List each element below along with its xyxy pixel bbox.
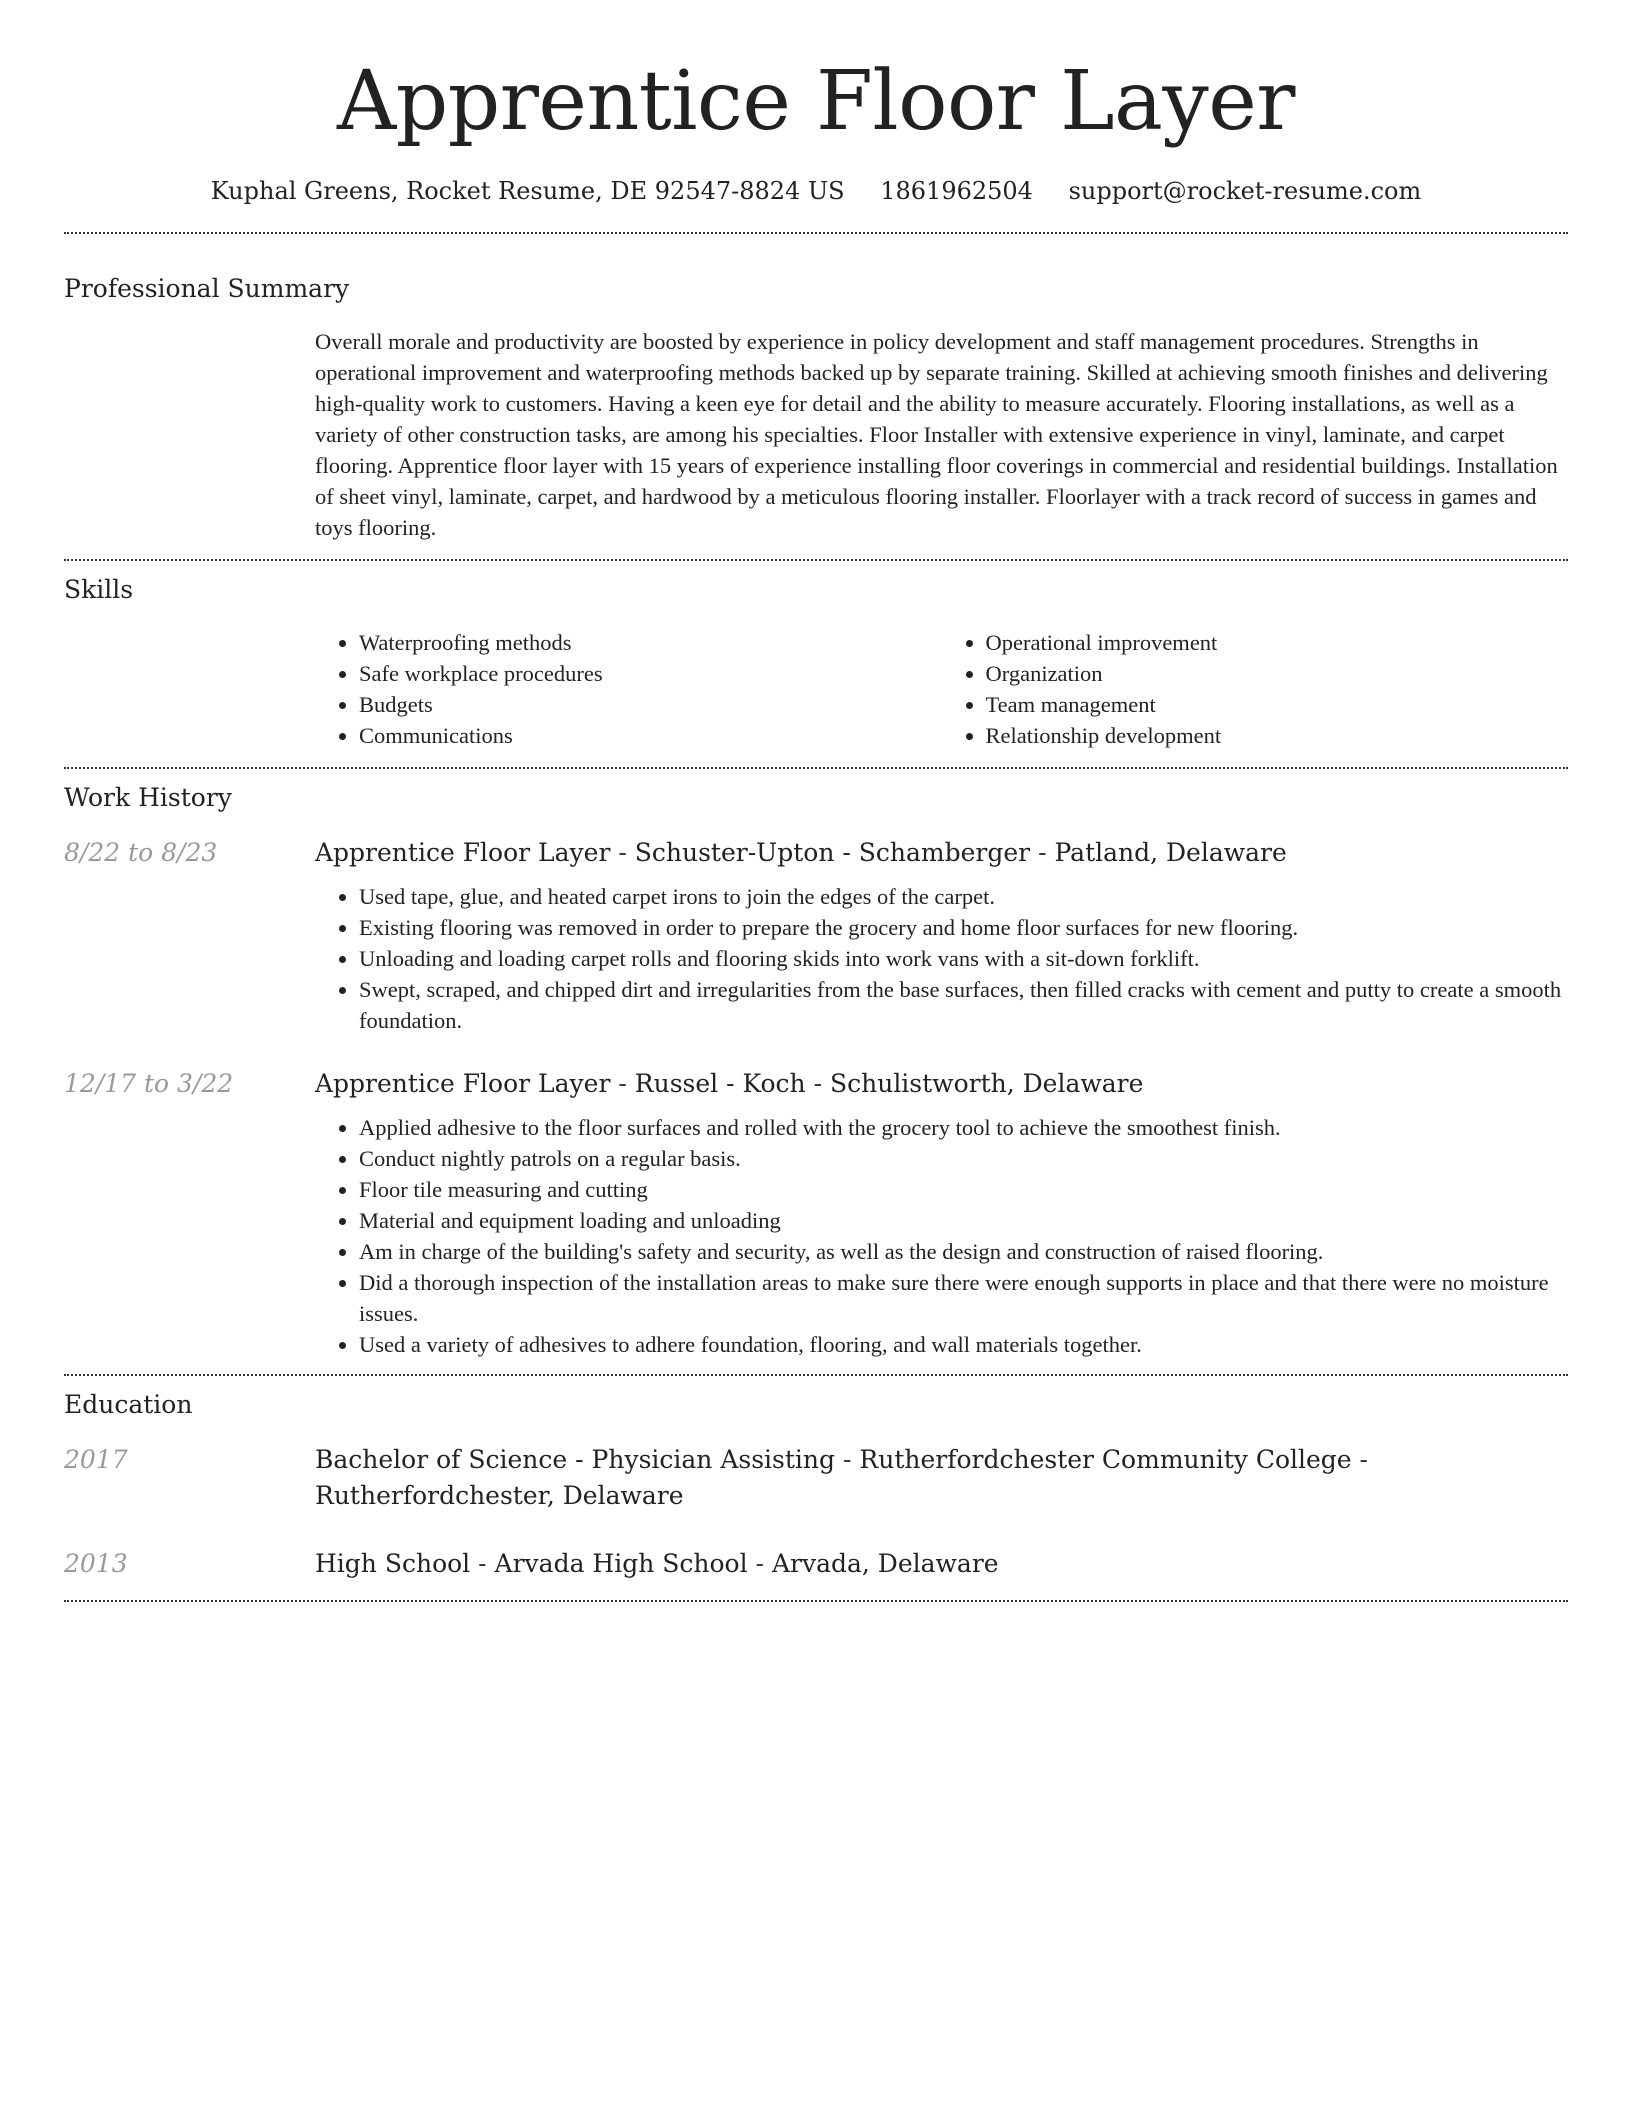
job-duty: • Material and equipment loading and unloading (359, 1205, 1568, 1236)
job-company: Russel - Koch (634, 1069, 806, 1098)
skill-item: • Relationship development (986, 720, 1569, 751)
education-degree: High School (315, 1549, 471, 1578)
contact-email: support@rocket-resume.com (1068, 177, 1422, 205)
skill-item: • Team management (986, 689, 1569, 720)
job-location: Schulistworth, Delaware (829, 1069, 1144, 1098)
job-heading: Apprentice Floor Layer - Russel - Koch - Schulistworth, Delaware (315, 1069, 1144, 1098)
job-role: Apprentice Floor Layer (315, 1069, 611, 1098)
job-duties (315, 1112, 1568, 1360)
section-divider (64, 1600, 1568, 1602)
job-duty: • Used tape, glue, and heated carpet irons to join the edges of the carpet. (359, 881, 1568, 912)
skill-item: • Waterproofing methods (359, 627, 942, 658)
skills-title: Skills (64, 575, 134, 604)
job-duty: • Floor tile measuring and cutting (359, 1174, 1568, 1205)
education-school: Arvada High School (494, 1549, 748, 1578)
skills-section (64, 573, 1568, 751)
education-section (64, 1388, 1568, 1582)
education-location: Rutherfordchester, Delaware (315, 1481, 684, 1510)
skill-item: • Organization (986, 658, 1569, 689)
education-title: Education (64, 1390, 193, 1419)
job-role: Apprentice Floor Layer (315, 838, 611, 867)
job-duty: • Did a thorough inspection of the installation areas to make sure there were enough supports in place and that there were no moisture issues. (359, 1267, 1568, 1329)
education-location: Arvada, Delaware (771, 1549, 999, 1578)
summary-text: Overall morale and productivity are boosted by experience in policy development and staff management procedures. Strengths in operational improvement and waterproofing methods backed up by separate training. Skilled at achieving smooth finishes and delivering high-quality work to customers. Having a keen eye for detail and the ability to measure accurately. Flooring installations, as well as a variety of other construction tasks, are among his specialties. Floor Installer with extensive experience in vinyl, laminate, and carpet flooring. Apprentice floor layer with 15 years of experience installing floor coverings in commercial and residential buildings. Installation of sheet vinyl, laminate, carpet, and hardwood by a meticulous flooring installer. Floorlayer with a track record of success in games and toys flooring. (315, 329, 1558, 540)
skill-item: • Budgets (359, 689, 942, 720)
skill-item: • Safe workplace procedures (359, 658, 942, 689)
candidate-name: Apprentice Floor Layer (337, 54, 1295, 149)
contact-address: Kuphal Greens, Rocket Resume, DE 92547-8824 US (210, 177, 845, 205)
job-duty: • Unloading and loading carpet rolls and flooring skids into work vans with a sit-down forklift. (359, 943, 1568, 974)
job-duties (315, 881, 1568, 1036)
resume-page (64, 0, 1568, 1602)
summary-section (64, 272, 1568, 543)
job-duty: • Existing flooring was removed in order to prepare the grocery and home floor surfaces for new flooring. (359, 912, 1568, 943)
section-divider (64, 232, 1568, 234)
section-divider (64, 1374, 1568, 1376)
education-degree: Bachelor of Science - Physician Assisting (315, 1445, 836, 1474)
contact-line (64, 174, 1568, 208)
job-duty: • Am in charge of the building's safety and security, as well as the design and construction of raised flooring. (359, 1236, 1568, 1267)
education-year: 2017 (64, 1445, 128, 1474)
section-divider (64, 559, 1568, 561)
summary-title: Professional Summary (64, 274, 350, 303)
job-duty: • Conduct nightly patrols on a regular basis. (359, 1143, 1568, 1174)
education-entry (64, 1442, 1568, 1514)
skill-item: • Operational improvement (986, 627, 1569, 658)
job-dates: 12/17 to 3/22 (64, 1069, 234, 1098)
job-heading: Apprentice Floor Layer - Schuster-Upton - Schamberger - Patland, Delaware (315, 838, 1287, 867)
job-duty: • Swept, scraped, and chipped dirt and irregularities from the base surfaces, then filled cracks with cement and putty to create a smooth foundation. (359, 974, 1568, 1036)
education-entry (64, 1546, 1568, 1582)
education-year: 2013 (64, 1549, 128, 1578)
skills-list-left (315, 627, 942, 751)
job-duty: • Applied adhesive to the floor surfaces and rolled with the grocery tool to achieve the smoothest finish. (359, 1112, 1568, 1143)
work-section (64, 781, 1568, 1360)
education-school: Rutherfordchester Community College (859, 1445, 1352, 1474)
skills-grid (315, 627, 1568, 751)
work-title: Work History (64, 783, 232, 812)
skill-item: • Communications (359, 720, 942, 751)
section-divider (64, 767, 1568, 769)
education-heading: Bachelor of Science - Physician Assisting - Rutherfordchester Community College - Rutherfordchester, Delaware (315, 1445, 1369, 1510)
job-company: Schuster-Upton - Schamberger (634, 838, 1031, 867)
job-entry (64, 835, 1568, 1036)
contact-phone: 1861962504 (880, 177, 1033, 205)
job-duty: • Used a variety of adhesives to adhere foundation, flooring, and wall materials together. (359, 1329, 1568, 1360)
education-heading: High School - Arvada High School - Arvada, Delaware (315, 1549, 999, 1578)
job-entry (64, 1066, 1568, 1360)
job-dates: 8/22 to 8/23 (64, 838, 218, 867)
job-location: Patland, Delaware (1054, 838, 1287, 867)
skills-list-right (942, 627, 1569, 751)
